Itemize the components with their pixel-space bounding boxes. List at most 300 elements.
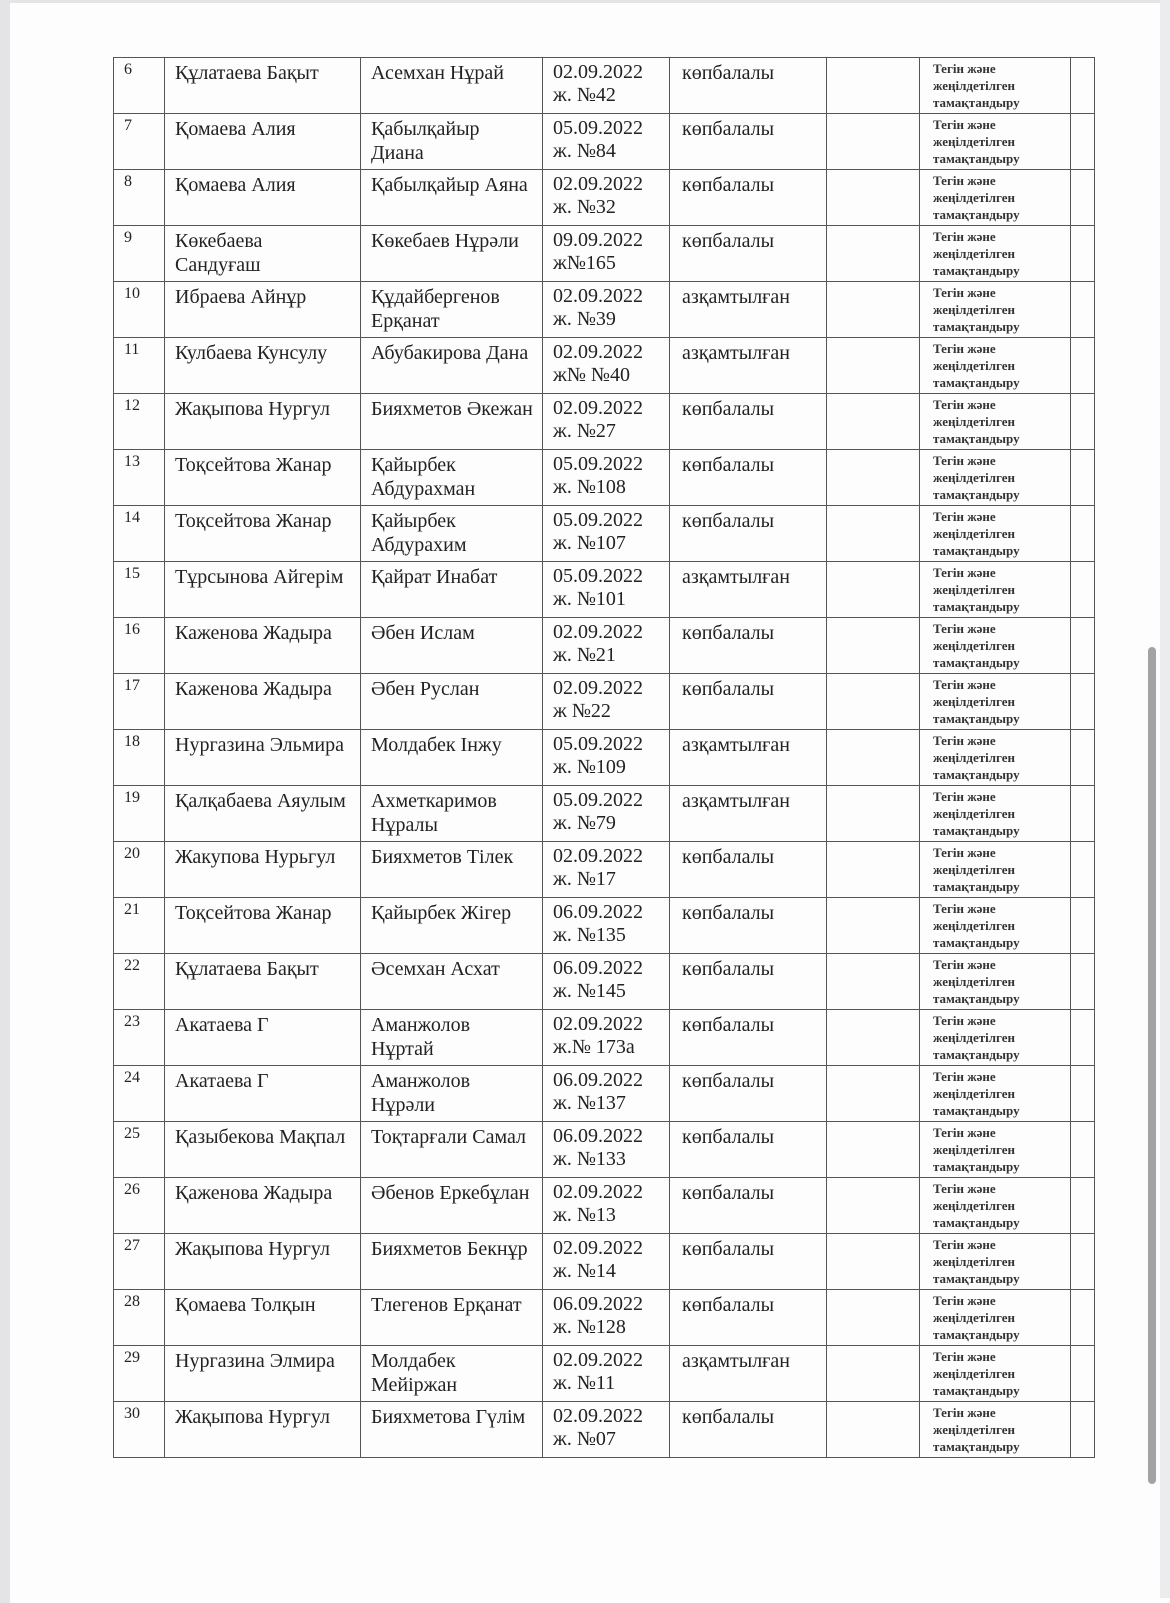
order-number: ж. №21 xyxy=(553,644,616,666)
meal-type: Тегін және жеңілдетілген тамақтандыру xyxy=(933,1013,1020,1062)
order-date: 02.09.2022 xyxy=(553,1013,643,1035)
note xyxy=(827,282,919,285)
table-row xyxy=(114,1066,1095,1122)
note-cell xyxy=(827,1290,920,1346)
note-cell xyxy=(827,338,920,394)
family-status: көпбалалы xyxy=(682,1070,775,1092)
parent-name-cell xyxy=(165,1178,361,1234)
note xyxy=(827,1122,919,1125)
table-row xyxy=(114,394,1095,450)
order-number: ж. №07 xyxy=(553,1428,616,1450)
parent-name-cell xyxy=(165,1010,361,1066)
table-row xyxy=(114,786,1095,842)
table-row xyxy=(114,954,1095,1010)
order-number: ж №22 xyxy=(553,700,611,722)
child-name: Қайрат Инабат xyxy=(371,566,498,588)
parent-name: Каженова Жадыра xyxy=(175,622,332,644)
parent-name: Жақыпова Нургул xyxy=(175,1406,330,1428)
order-date: 02.09.2022 xyxy=(553,1181,643,1203)
parent-name-cell xyxy=(165,338,361,394)
order-date: 02.09.2022 xyxy=(553,173,643,195)
family-status: азқамтылған xyxy=(682,790,790,812)
order-date: 02.09.2022 xyxy=(553,397,643,419)
note xyxy=(827,170,919,173)
child-name: Қайырбек Абдурахим xyxy=(371,510,467,556)
table-row xyxy=(114,1178,1095,1234)
extra-cell xyxy=(1071,1178,1095,1234)
meal-type-cell xyxy=(920,394,1071,450)
note-cell xyxy=(827,226,920,282)
order-date: 05.09.2022 xyxy=(553,453,643,475)
meal-type: Тегін және жеңілдетілген тамақтандыру xyxy=(933,901,1020,950)
order-number: ж. №145 xyxy=(553,980,626,1002)
status-cell xyxy=(670,1234,827,1290)
order-cell xyxy=(543,842,670,898)
order-date: 02.09.2022 xyxy=(553,845,643,867)
order-cell xyxy=(543,618,670,674)
order-date: 02.09.2022 xyxy=(553,61,643,83)
family-status: көпбалалы xyxy=(682,1014,775,1036)
order-number: ж. №101 xyxy=(553,588,626,610)
parent-name: Акатаева Г xyxy=(175,1070,269,1092)
order-cell xyxy=(543,898,670,954)
meal-type: Тегін және жеңілдетілген тамақтандыру xyxy=(933,957,1020,1006)
parent-name: Қомаева Толқын xyxy=(175,1294,316,1316)
child-name-cell xyxy=(361,114,543,170)
note-cell xyxy=(827,450,920,506)
family-status: көпбалалы xyxy=(682,1238,775,1260)
note-cell xyxy=(827,506,920,562)
meal-type: Тегін және жеңілдетілген тамақтандыру xyxy=(933,61,1020,110)
row-number: 30 xyxy=(124,1405,140,1422)
child-name-cell xyxy=(361,282,543,338)
parent-name: Жақыпова Нургул xyxy=(175,1238,330,1260)
parent-name-cell xyxy=(165,1290,361,1346)
child-name-cell xyxy=(361,1234,543,1290)
child-name-cell xyxy=(361,1290,543,1346)
order-cell xyxy=(543,1122,670,1178)
order-cell xyxy=(543,674,670,730)
parent-name: Қаженова Жадыра xyxy=(175,1182,333,1204)
extra-cell xyxy=(1071,1122,1095,1178)
row-number: 16 xyxy=(124,621,140,638)
status-cell xyxy=(670,1066,827,1122)
table-row xyxy=(114,1402,1095,1458)
note-cell xyxy=(827,170,920,226)
parent-name-cell xyxy=(165,1122,361,1178)
family-status: көпбалалы xyxy=(682,1406,775,1428)
child-name: Тлегенов Ерқанат xyxy=(371,1294,522,1316)
order-date: 05.09.2022 xyxy=(553,733,643,755)
status-cell xyxy=(670,786,827,842)
family-status: көпбалалы xyxy=(682,622,775,644)
child-name-cell xyxy=(361,1402,543,1458)
table-row xyxy=(114,506,1095,562)
row-number: 15 xyxy=(124,565,140,582)
row-number: 27 xyxy=(124,1237,140,1254)
note xyxy=(827,954,919,957)
meal-type: Тегін және жеңілдетілген тамақтандыру xyxy=(933,621,1020,670)
parent-name: Тоқсейтова Жанар xyxy=(175,510,332,532)
order-cell xyxy=(543,394,670,450)
note xyxy=(827,618,919,621)
status-cell xyxy=(670,1290,827,1346)
meal-type-cell xyxy=(920,338,1071,394)
parent-name-cell xyxy=(165,730,361,786)
meal-type-cell xyxy=(920,114,1071,170)
row-number-cell xyxy=(114,338,165,394)
order-number: ж.№ 173а xyxy=(553,1036,635,1058)
row-number-cell xyxy=(114,618,165,674)
child-name-cell xyxy=(361,618,543,674)
extra-cell xyxy=(1071,338,1095,394)
row-number: 18 xyxy=(124,733,140,750)
status-cell xyxy=(670,1346,827,1402)
parent-name-cell xyxy=(165,898,361,954)
status-cell xyxy=(670,1010,827,1066)
table-row xyxy=(114,282,1095,338)
note xyxy=(827,1402,919,1405)
note-cell xyxy=(827,618,920,674)
row-number-cell xyxy=(114,506,165,562)
child-name-cell xyxy=(361,58,543,114)
extra-cell xyxy=(1071,730,1095,786)
meal-type-cell xyxy=(920,450,1071,506)
order-cell xyxy=(543,226,670,282)
order-cell xyxy=(543,58,670,114)
meal-type-cell xyxy=(920,1346,1071,1402)
parent-name: Нургазина Элмира xyxy=(175,1350,335,1372)
status-cell xyxy=(670,618,827,674)
note xyxy=(827,58,919,61)
row-number-cell xyxy=(114,1010,165,1066)
note xyxy=(827,450,919,453)
order-cell xyxy=(543,114,670,170)
order-cell xyxy=(543,1402,670,1458)
row-number: 25 xyxy=(124,1125,140,1142)
meal-type: Тегін және жеңілдетілген тамақтандыру xyxy=(933,1181,1020,1230)
child-name-cell xyxy=(361,674,543,730)
note-cell xyxy=(827,730,920,786)
meal-type-cell xyxy=(920,226,1071,282)
order-date: 02.09.2022 xyxy=(553,1405,643,1427)
row-number-cell xyxy=(114,1402,165,1458)
family-status: көпбалалы xyxy=(682,678,775,700)
order-number: ж. №128 xyxy=(553,1316,626,1338)
row-number-cell xyxy=(114,170,165,226)
row-number: 8 xyxy=(124,173,132,190)
parent-name-cell xyxy=(165,1066,361,1122)
child-name-cell xyxy=(361,170,543,226)
parent-name: Қалқабаева Аяулым xyxy=(175,790,346,812)
row-number: 9 xyxy=(124,229,132,246)
child-name-cell xyxy=(361,506,543,562)
note-cell xyxy=(827,282,920,338)
row-number-cell xyxy=(114,226,165,282)
note xyxy=(827,506,919,509)
parent-name-cell xyxy=(165,618,361,674)
status-cell xyxy=(670,58,827,114)
table-row xyxy=(114,1290,1095,1346)
extra-cell xyxy=(1071,1010,1095,1066)
row-number: 29 xyxy=(124,1349,140,1366)
note-cell xyxy=(827,1234,920,1290)
child-name: Молдабек Інжу xyxy=(371,734,502,756)
meal-type: Тегін және жеңілдетілген тамақтандыру xyxy=(933,1349,1020,1398)
parent-name-cell xyxy=(165,394,361,450)
row-number-cell xyxy=(114,898,165,954)
order-cell xyxy=(543,730,670,786)
table-row xyxy=(114,1234,1095,1290)
order-cell xyxy=(543,282,670,338)
meal-type: Тегін және жеңілдетілген тамақтандыру xyxy=(933,453,1020,502)
child-name: Әсемхан Асхат xyxy=(371,958,500,980)
parent-name: Жакупова Нурьгул xyxy=(175,846,336,868)
note xyxy=(827,226,919,229)
note xyxy=(827,1234,919,1237)
extra-cell xyxy=(1071,1402,1095,1458)
row-number-cell xyxy=(114,58,165,114)
parent-name-cell xyxy=(165,1234,361,1290)
meal-type-cell xyxy=(920,1178,1071,1234)
meal-type-cell xyxy=(920,842,1071,898)
order-number: ж№ №40 xyxy=(553,364,630,386)
order-cell xyxy=(543,338,670,394)
order-cell xyxy=(543,1290,670,1346)
status-cell xyxy=(670,1178,827,1234)
meal-type: Тегін және жеңілдетілген тамақтандыру xyxy=(933,229,1020,278)
order-cell xyxy=(543,170,670,226)
table-row xyxy=(114,1122,1095,1178)
order-cell xyxy=(543,562,670,618)
status-cell xyxy=(670,954,827,1010)
parent-name-cell xyxy=(165,954,361,1010)
extra-cell xyxy=(1071,954,1095,1010)
child-name: Қабылқайыр Аяна xyxy=(371,174,528,196)
child-name: Молдабек Мейіржан xyxy=(371,1350,458,1396)
row-number-cell xyxy=(114,282,165,338)
table-row xyxy=(114,842,1095,898)
note-cell xyxy=(827,898,920,954)
extra-cell xyxy=(1071,282,1095,338)
table-row xyxy=(114,450,1095,506)
row-number-cell xyxy=(114,954,165,1010)
meal-type: Тегін және жеңілдетілген тамақтандыру xyxy=(933,285,1020,334)
extra-cell xyxy=(1071,394,1095,450)
child-name-cell xyxy=(361,450,543,506)
parent-name-cell xyxy=(165,842,361,898)
row-number-cell xyxy=(114,1234,165,1290)
row-number: 14 xyxy=(124,509,140,526)
order-date: 06.09.2022 xyxy=(553,1293,643,1315)
scrollbar-thumb[interactable] xyxy=(1148,647,1156,1484)
row-number-cell xyxy=(114,1122,165,1178)
row-number: 28 xyxy=(124,1293,140,1310)
child-name: Аманжолов Нұртай xyxy=(371,1014,471,1060)
family-status: көпбалалы xyxy=(682,118,775,140)
table-row xyxy=(114,562,1095,618)
row-number: 22 xyxy=(124,957,140,974)
order-cell xyxy=(543,506,670,562)
note xyxy=(827,394,919,397)
note xyxy=(827,1178,919,1181)
extra-cell xyxy=(1071,506,1095,562)
row-number: 21 xyxy=(124,901,140,918)
child-name: Көкебаев Нұрәли xyxy=(371,230,519,252)
order-cell xyxy=(543,1346,670,1402)
note xyxy=(827,562,919,565)
family-status: азқамтылған xyxy=(682,286,790,308)
child-name-cell xyxy=(361,338,543,394)
status-cell xyxy=(670,450,827,506)
parent-name-cell xyxy=(165,114,361,170)
status-cell xyxy=(670,1122,827,1178)
scrollbar-track[interactable] xyxy=(1160,0,1170,1598)
child-name-cell xyxy=(361,954,543,1010)
meal-type: Тегін және жеңілдетілген тамақтандыру xyxy=(933,1069,1020,1118)
order-number: ж. №137 xyxy=(553,1092,626,1114)
row-number: 10 xyxy=(124,285,140,302)
row-number-cell xyxy=(114,674,165,730)
row-number-cell xyxy=(114,114,165,170)
row-number-cell xyxy=(114,1066,165,1122)
note-cell xyxy=(827,1346,920,1402)
extra-cell xyxy=(1071,562,1095,618)
note-cell xyxy=(827,114,920,170)
table-row xyxy=(114,730,1095,786)
meal-type-cell xyxy=(920,58,1071,114)
note-cell xyxy=(827,786,920,842)
note-cell xyxy=(827,562,920,618)
order-number: ж. №17 xyxy=(553,868,616,890)
child-name: Бияхметов Әкежан xyxy=(371,398,533,420)
note xyxy=(827,1066,919,1069)
parent-name-cell xyxy=(165,786,361,842)
row-number: 23 xyxy=(124,1013,140,1030)
order-number: ж. №79 xyxy=(553,812,616,834)
parent-name: Қомаева Алия xyxy=(175,118,296,140)
order-date: 05.09.2022 xyxy=(553,565,643,587)
row-number-cell xyxy=(114,730,165,786)
child-name-cell xyxy=(361,898,543,954)
child-name-cell xyxy=(361,842,543,898)
family-status: көпбалалы xyxy=(682,958,775,980)
extra-cell xyxy=(1071,114,1095,170)
note xyxy=(827,898,919,901)
order-number: ж. №109 xyxy=(553,756,626,778)
meal-type-cell xyxy=(920,506,1071,562)
family-status: көпбалалы xyxy=(682,510,775,532)
child-name: Бияхметова Гүлім xyxy=(371,1406,526,1428)
note xyxy=(827,842,919,845)
note xyxy=(827,1346,919,1349)
order-cell xyxy=(543,1010,670,1066)
family-status: азқамтылған xyxy=(682,1350,790,1372)
order-number: ж№165 xyxy=(553,252,616,274)
parent-name: Тұрсынова Айгерім xyxy=(175,566,344,588)
child-name-cell xyxy=(361,730,543,786)
row-number: 26 xyxy=(124,1181,140,1198)
order-number: ж. №42 xyxy=(553,84,616,106)
parent-name: Қомаева Алия xyxy=(175,174,296,196)
family-status: көпбалалы xyxy=(682,846,775,868)
parent-name-cell xyxy=(165,226,361,282)
family-status: азқамтылған xyxy=(682,734,790,756)
order-date: 02.09.2022 xyxy=(553,621,643,643)
note-cell xyxy=(827,1178,920,1234)
child-name: Қабылқайыр Диана xyxy=(371,118,480,164)
parent-name-cell xyxy=(165,450,361,506)
order-cell xyxy=(543,1234,670,1290)
extra-cell xyxy=(1071,786,1095,842)
row-number: 12 xyxy=(124,397,140,414)
family-status: көпбалалы xyxy=(682,1294,775,1316)
parent-name: Қазыбекова Мақпал xyxy=(175,1126,346,1148)
order-number: ж. №13 xyxy=(553,1204,616,1226)
meal-type: Тегін және жеңілдетілген тамақтандыру xyxy=(933,1237,1020,1286)
family-status: көпбалалы xyxy=(682,230,775,252)
meal-type: Тегін және жеңілдетілген тамақтандыру xyxy=(933,677,1020,726)
status-cell xyxy=(670,674,827,730)
note xyxy=(827,786,919,789)
extra-cell xyxy=(1071,618,1095,674)
extra-cell xyxy=(1071,1346,1095,1402)
table-row xyxy=(114,114,1095,170)
meal-type: Тегін және жеңілдетілген тамақтандыру xyxy=(933,397,1020,446)
meal-type: Тегін және жеңілдетілген тамақтандыру xyxy=(933,173,1020,222)
order-date: 05.09.2022 xyxy=(553,509,643,531)
meal-type: Тегін және жеңілдетілген тамақтандыру xyxy=(933,117,1020,166)
note-cell xyxy=(827,674,920,730)
meal-type-cell xyxy=(920,1066,1071,1122)
order-number: ж. №84 xyxy=(553,140,616,162)
parent-name: Акатаева Г xyxy=(175,1014,269,1036)
parent-name: Каженова Жадыра xyxy=(175,678,332,700)
extra-cell xyxy=(1071,58,1095,114)
parent-name: Құлатаева Бақыт xyxy=(175,958,319,980)
status-cell xyxy=(670,114,827,170)
child-name: Асемхан Нұрай xyxy=(371,62,504,84)
row-number-cell xyxy=(114,394,165,450)
extra-cell xyxy=(1071,842,1095,898)
row-number: 11 xyxy=(124,341,140,358)
status-cell xyxy=(670,170,827,226)
row-number-cell xyxy=(114,786,165,842)
meal-type-cell xyxy=(920,562,1071,618)
status-cell xyxy=(670,394,827,450)
row-number-cell xyxy=(114,1178,165,1234)
order-number: ж. №11 xyxy=(553,1372,616,1394)
status-cell xyxy=(670,338,827,394)
meal-type: Тегін және жеңілдетілген тамақтандыру xyxy=(933,1125,1020,1174)
meal-type: Тегін және жеңілдетілген тамақтандыру xyxy=(933,789,1020,838)
order-date: 09.09.2022 xyxy=(553,229,643,251)
order-number: ж. №135 xyxy=(553,924,626,946)
order-date: 02.09.2022 xyxy=(553,1237,643,1259)
child-name: Бияхметов Бекнұр xyxy=(371,1238,528,1260)
status-cell xyxy=(670,1402,827,1458)
row-number-cell xyxy=(114,1290,165,1346)
note-cell xyxy=(827,842,920,898)
parent-name: Тоқсейтова Жанар xyxy=(175,902,332,924)
child-name-cell xyxy=(361,1346,543,1402)
family-status: көпбалалы xyxy=(682,902,775,924)
meal-type-cell xyxy=(920,1122,1071,1178)
meal-type-cell xyxy=(920,954,1071,1010)
child-name: Қайырбек Жігер xyxy=(371,902,512,924)
parent-name: Құлатаева Бақыт xyxy=(175,62,319,84)
extra-cell xyxy=(1071,450,1095,506)
